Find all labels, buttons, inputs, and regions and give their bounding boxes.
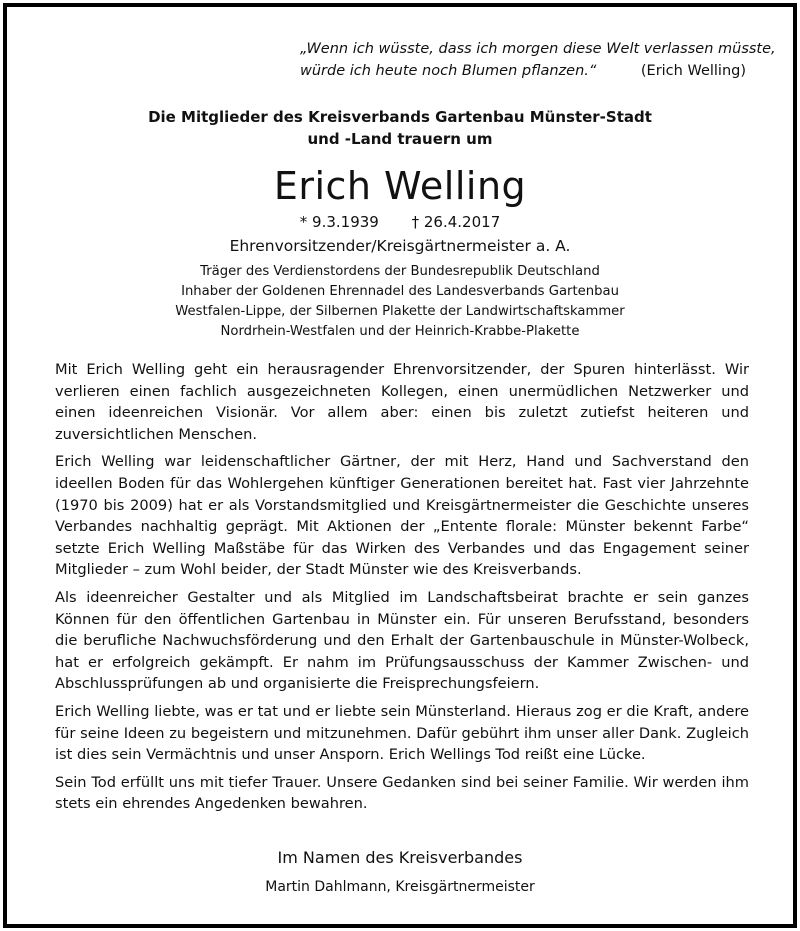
honor-line: Inhaber der Goldenen Ehrennadel des Landesverbands Gartenbau — [181, 284, 619, 299]
mourners-heading — [0, 106, 800, 150]
deceased-name: Erich Welling — [273, 164, 527, 208]
deceased-role: Ehrenvorsitzender/Kreisgärtnermeister a. A. — [229, 237, 571, 255]
body-paragraph: Erich Welling liebte, was er tat und er liebte sein Münsterland. Hieraus zog er die Kraft, andere für seine Ideen zu begeistern und mitzunehmen. Dafür gebührt ihm unser aller Dank. Zugleich ist dies sein Vermächtnis und unser Ansporn. Erich Wellings Tod reißt eine Lücke. — [55, 702, 749, 764]
quote-line-2: würde ich heute noch Blumen pflanzen.“ — [300, 63, 597, 79]
body-paragraph: Als ideenreicher Gestalter und als Mitglied im Landschaftsbeirat brachte er sein ganzes Können für den öffentlichen Gartenbau in Münster ein. Für unseren Berufsstand, besonders die berufliche Nachwuchsförderung und den Erhalt der Gartenbauschule in Münster-Wolbeck, hat er erfolgreich gekämpft. Er nahm im Prüfungsausschuss der Kammer Zwischen- und Abschlussprüfungen ab und organisierte die Freisprechungsfeiern. — [55, 588, 749, 693]
body-paragraph: Mit Erich Welling geht ein herausragender Ehrenvorsitzender, der Spuren hinterlässt. Wir verlieren einen fachlich ausgezeichneten Kollegen, einen unermüdlichen Netzwerker und einen ideenreichen Visionär. Vor allem aber: einen bis zuletzt zutiefst heiteren und zuversichtlichen Menschen. — [55, 361, 749, 443]
birth-date: * 9.3.1939 — [299, 213, 379, 231]
signature-heading: Im Namen des Kreisverbandes — [277, 848, 523, 867]
body-paragraph: Sein Tod erfüllt uns mit tiefer Trauer. Unsere Gedanken sind bei seiner Familie. Wir werden ihm stets ein ehrendes Angedenken bewahren. — [55, 773, 749, 813]
mourners-line-1: Die Mitglieder des Kreisverbands Gartenbau Münster-Stadt — [148, 108, 652, 126]
signature-name: Martin Dahlmann, Kreisgärtnermeister — [265, 879, 535, 895]
epigraph-quote — [300, 38, 776, 82]
quote-line-1: „Wenn ich wüsste, dass ich morgen diese Welt verlassen müsste, — [300, 41, 776, 57]
honors-list — [0, 262, 800, 342]
quote-author: (Erich Welling) — [640, 63, 746, 79]
honor-line: Nordrhein-Westfalen und der Heinrich-Krabbe-Plakette — [220, 324, 580, 339]
life-dates — [0, 211, 800, 233]
obituary-text — [55, 359, 749, 821]
body-paragraph: Erich Welling war leidenschaftlicher Gärtner, der mit Herz, Hand und Sachverstand den ideellen Boden für das Wohlergehen künftiger Generationen bereitet hat. Fast vier Jahrzehnte (1970 bis 2009) hat er als Vorstandsmitglied und Kreisgärtnermeister die Geschichte unseres Verbandes nachhaltig geprägt. Mit Aktionen der „Entente florale: Münster bekennt Farbe“ setzte Erich Welling Maßstäbe für das Wirken des Verbandes und das Engagement seiner Mitglieder – zum Wohl beider, der Stadt Münster wie des Kreisverbands. — [55, 453, 749, 579]
honor-line: Träger des Verdienstordens der Bundesrepublik Deutschland — [200, 264, 600, 279]
honor-line: Westfalen-Lippe, der Silbernen Plakette der Landwirtschaftskammer — [175, 304, 625, 319]
death-date: † 26.4.2017 — [411, 213, 501, 231]
mourners-line-2: und -Land trauern um — [307, 130, 493, 148]
